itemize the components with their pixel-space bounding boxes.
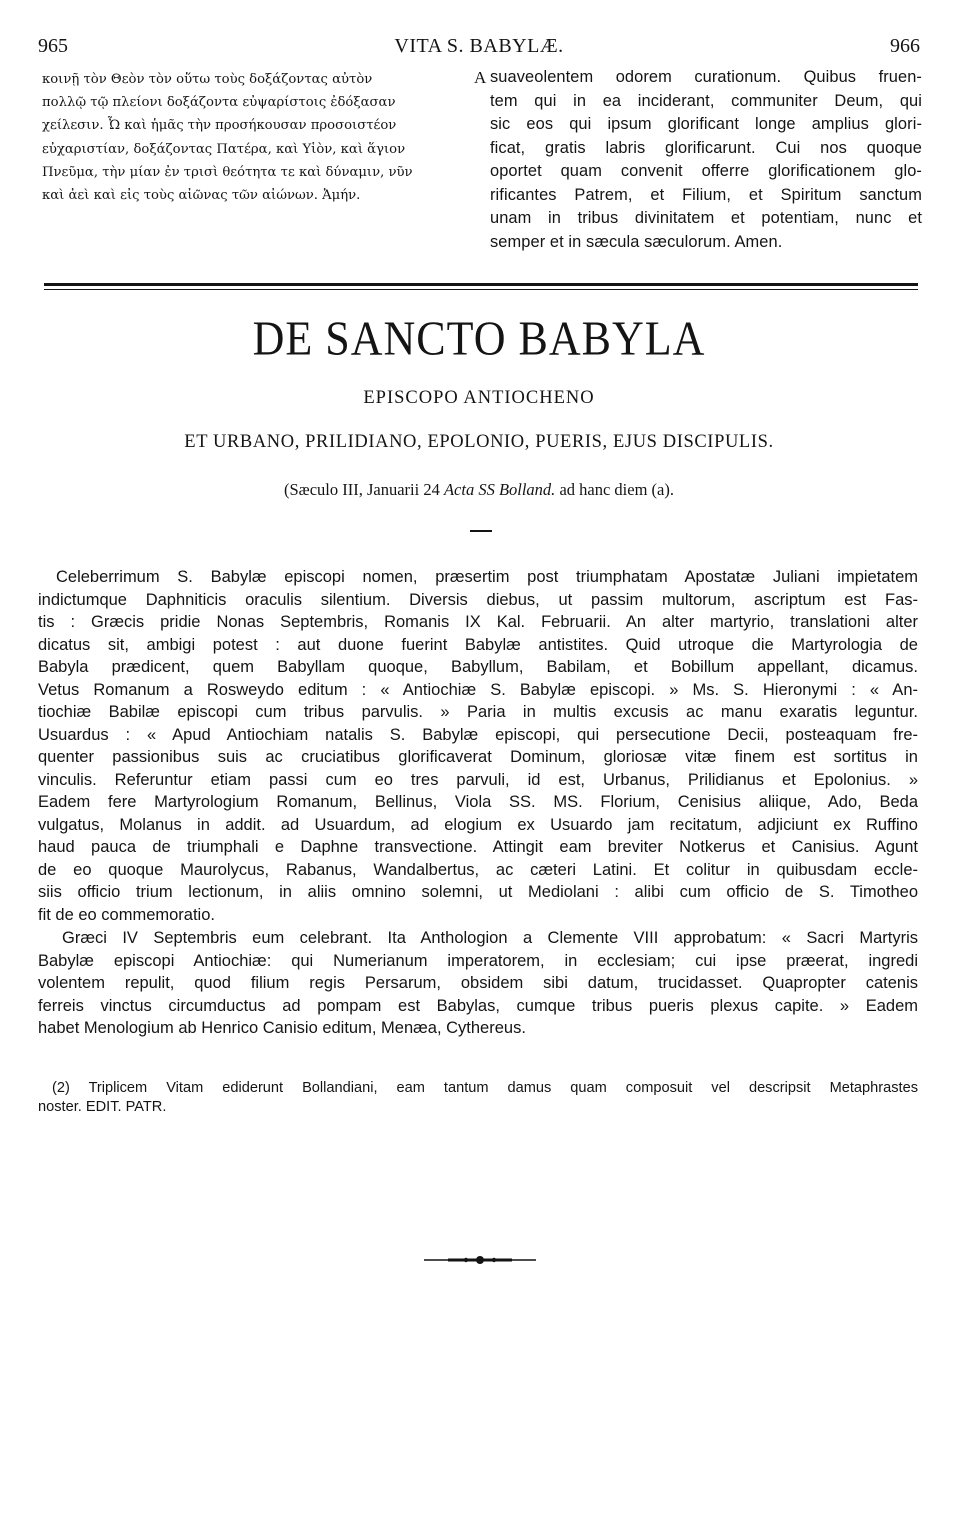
text-line: tiochiæ Babilæ episcopi cum tribus parvulis. » Paria in multis excusis ac manu exaratis leguntur. [38, 703, 918, 721]
text-line: Vetus Romanum a Rosweydo editum : « Antiochiæ S. Babylæ episcopi. » Ms. S. Hieronymi : « An- [38, 680, 918, 699]
greek-line: κοινῇ τὸν Θεὸν τὸν οὕτω τοὺς δοξάζοντας αὐτὸν [42, 72, 373, 87]
text-line: vulgatus, Molanus in addit. ad Usuardum, ad elogium ex Usuardo jam recitatum, adjiciunt ex Ruffino [38, 815, 918, 834]
paragraph-1 [38, 566, 918, 926]
section-divider-rule [44, 283, 918, 290]
section-subtitle-companions: ET URBANO, PRILIDIANO, EPOLONIO, PUERIS, EJUS DISCIPULIS. [184, 432, 774, 452]
greek-line: πολλῷ τῷ πλείονι δοξάζοντα εὐψαρίστοις ἐδόξασαν [42, 95, 396, 111]
running-title: VITA S. BABYLÆ. [394, 35, 564, 57]
paragraph-2 [38, 927, 918, 1040]
text-line: habet Menologium ab Henrico Canisio editum, Menæa, Cythereus. [38, 1019, 526, 1037]
section-title: DE SANCTO BABYLA [252, 311, 706, 366]
text-line: haud pauca de triumphali e Daphne transvectione. Attingit eam breviter Notkerus et Canisius. Agunt [38, 838, 918, 856]
latin-line: sic eos qui ipsum glorificant longe amplius glori- [490, 115, 922, 133]
text-line: dicatus sit, ambigi potest : aut duone fuerint Babylæ antistites. Quid utroque die Martyrologia de [38, 635, 918, 654]
text-line: Eadem fere Martyrologium Romanum, Bellinus, Viola SS. MS. Florium, Cenisius aliique, Ado, Beda [38, 793, 918, 811]
latin-column [490, 66, 922, 254]
latin-line: tem qui in ea inciderant, communiter Deum, qui [490, 91, 922, 110]
latin-line: rificantes Patrem, et Filium, et Spiritum sanctum [490, 185, 922, 204]
text-line: tis : Græcis pridie Nonas Septembris, Romanis IX Kal. Februarii. An alter martyrio, translationi alter [38, 613, 918, 631]
text-line: Babyla prædicent, quem Babyllam quoque, Babyllum, Babilam, et Bobillum appellant, dicamus. [38, 658, 918, 676]
text-line: Babylæ episcopi Antiochiæ: qui Numerianum imperatorem, in ecclesiam; cui ipse præerat, ingredi [38, 951, 918, 970]
footnote-line: (2) Triplicem Vitam ediderunt Bollandiani, eam tantum damus quam composuit vel descripsit Metaphrastes [52, 1080, 918, 1096]
text-line: vinculis. Referuntur etiam passi cum eo tres parvuli, id est, Urbanus, Prilidianus et Epolonius. » [38, 770, 918, 789]
page-number-right: 966 [890, 35, 920, 57]
text-line: Usuardus : « Apud Antiochiam natalis S. Babylæ episcopi, qui persecutione Decii, posteaquam fre- [38, 725, 918, 744]
text-line: Græci IV Septembris eum celebrant. Ita Anthologion a Clemente VIII approbatum: « Sacri Martyris [62, 929, 918, 947]
short-dash-divider [470, 530, 492, 532]
latin-line: ficat, gratis labris glorificarunt. Cui nos quoque [490, 138, 922, 157]
latin-line: suaveolentem odorem curationum. Quibus fruen- [490, 68, 922, 86]
text-line: indictumque Daphniticis oraculis silentium. Diversis diebus, ut passim multorum, ascriptum est Fas- [38, 590, 918, 609]
section-subtitle: EPISCOPO ANTIOCHENO [363, 388, 595, 408]
latin-line: oportet quam convenit offerre glorificationem glo- [490, 162, 922, 180]
greek-line: χείλεσιν. Ὦ καὶ ἡμᾶς τὴν προσήκουσαν προσοιστέον [42, 118, 397, 134]
text-line: fit de eo commemoratio. [38, 905, 215, 924]
greek-line: Πνεῦμα, τὴν μίαν ἐν τρισὶ θεότητα τε καὶ δύναμιν, νῦν [42, 164, 413, 180]
greek-column [42, 68, 470, 207]
date-prefix: (Sæculo III, Januarii 24 [284, 480, 440, 499]
text-line: siis officio trium lectionum, in aliis omnino solemni, ut Mediolani : alibi cum officio de S. Timotheo [38, 883, 918, 901]
column-marker: A [474, 68, 487, 87]
feast-date-line [0, 479, 958, 501]
text-line: quenter passionibus suis ac cruciatibus glorificaverat Dominum, gloriosæ vitæ finem est sortitus in [38, 748, 918, 766]
text-line: de eo quoque Maurolycus, Rabanus, Wandalbertus, ac cæteri Latini. Et colitur in quibusdam eccle- [38, 860, 918, 879]
text-line: volentem repulit, quod filium regis Persarum, obsidem sibi datum, trucidasset. Quapropter catenis [38, 974, 918, 992]
footnote-line: noster. EDIT. PATR. [38, 1098, 167, 1115]
text-line: Celeberrimum S. Babylæ episcopi nomen, præsertim post triumphatam Apostatæ Juliani impietatem [56, 568, 918, 586]
greek-line: καὶ ἀεὶ καὶ εἰς τοὺς αἰῶνας τῶν αἰώνων. Ἀμήν. [42, 188, 361, 204]
acta-reference: Acta SS Bolland. [443, 480, 556, 499]
text-line: ferreis vinctus circumductus ad pompam est Babylas, cumque tribus pueris plexus capite. » Eadem [38, 996, 918, 1015]
date-suffix: ad hanc diem (a). [559, 480, 674, 499]
footnote [38, 1079, 918, 1116]
greek-line: εὐχαριστίαν, δοξάζοντας Πατέρα, καὶ Υἱὸν, καὶ ἅγιον [42, 141, 406, 157]
latin-line: unam in tribus divinitatem et potentiam, nunc et [490, 209, 922, 227]
tailpiece-ornament [420, 1254, 540, 1266]
page-number-left: 965 [38, 35, 68, 57]
latin-line: semper et in sæcula sæculorum. Amen. [490, 232, 783, 251]
body-text [38, 566, 918, 1040]
